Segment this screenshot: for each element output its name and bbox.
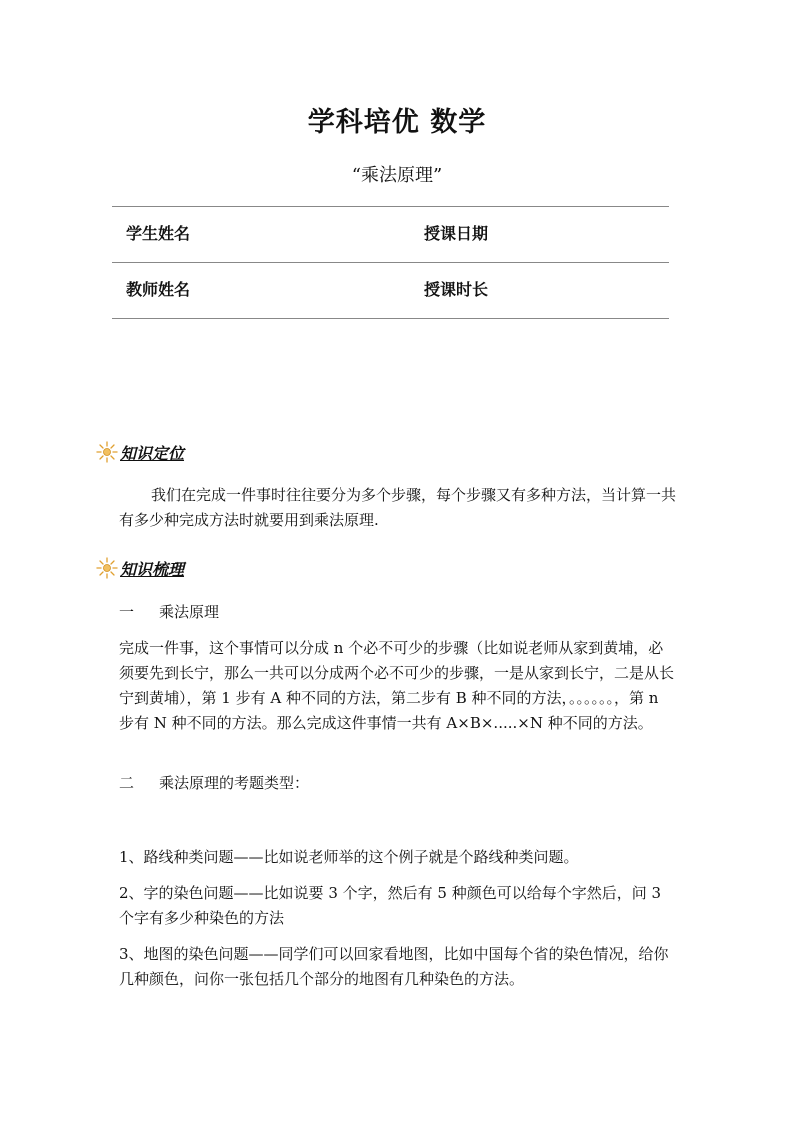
item2-number: 二 (119, 774, 135, 792)
sun-icon (96, 557, 118, 579)
item2-title: 乘法原理的考题类型： (159, 774, 310, 792)
page-subtitle: “乘法原理” (351, 165, 443, 186)
lesson-duration-label: 授课时长 (424, 280, 489, 299)
section-knowledge-position (96, 440, 184, 464)
item1-heading (119, 600, 219, 625)
sun-icon (96, 441, 118, 463)
item2-heading (119, 771, 309, 796)
info-row-student (112, 206, 669, 262)
section-title: 知识梳理 (120, 559, 185, 579)
section-title: 知识定位 (120, 443, 185, 463)
info-table (112, 206, 669, 319)
page-title: 学科培优 数学 (307, 107, 487, 138)
type2-paragraph: 2、字的染色问题——比如说要 3 个字，然后有 5 种颜色可以给每个字然后，问 3 个字有多少种染色的方法 (119, 884, 662, 927)
student-name-label: 学生姓名 (126, 224, 191, 243)
intro-paragraph: 我们在完成一件事时往往要分为多个步骤，每个步骤又有多种方法，当计算一共有多少种完成方法时就要用到乘法原理. (119, 486, 677, 529)
type1-paragraph: 1、路线种类问题——比如说老师举的这个例子就是个路线种类问题。 (119, 848, 579, 866)
item1-number: 一 (119, 603, 135, 621)
item1-title: 乘法原理 (159, 603, 220, 621)
type3-paragraph: 3、地图的染色问题——同学们可以回家看地图，比如中国每个省的染色情况，给你几种颜色，问你一张包括几个部分的地图有几种染色的方法。 (119, 945, 669, 988)
teacher-name-label: 教师姓名 (126, 280, 191, 299)
lesson-date-label: 授课日期 (424, 224, 489, 243)
section-knowledge-summary (96, 556, 184, 580)
item1-paragraph: 完成一件事，这个事情可以分成 n 个必不可少的步骤（比如说老师从家到黄埔，必须要先到长宁，那么一共可以分成两个必不可少的步骤，一是从家到长宁，二是从长宁到黄埔），第 1 步有 A 种不同的方法，第二步有 B 种不同的方法，。。。。。。，第 n 步有 N 种不同的方法。那么完成这件事情一共有 A×B×.....×N 种不同的方法。 (119, 639, 675, 732)
info-row-teacher (112, 262, 669, 319)
